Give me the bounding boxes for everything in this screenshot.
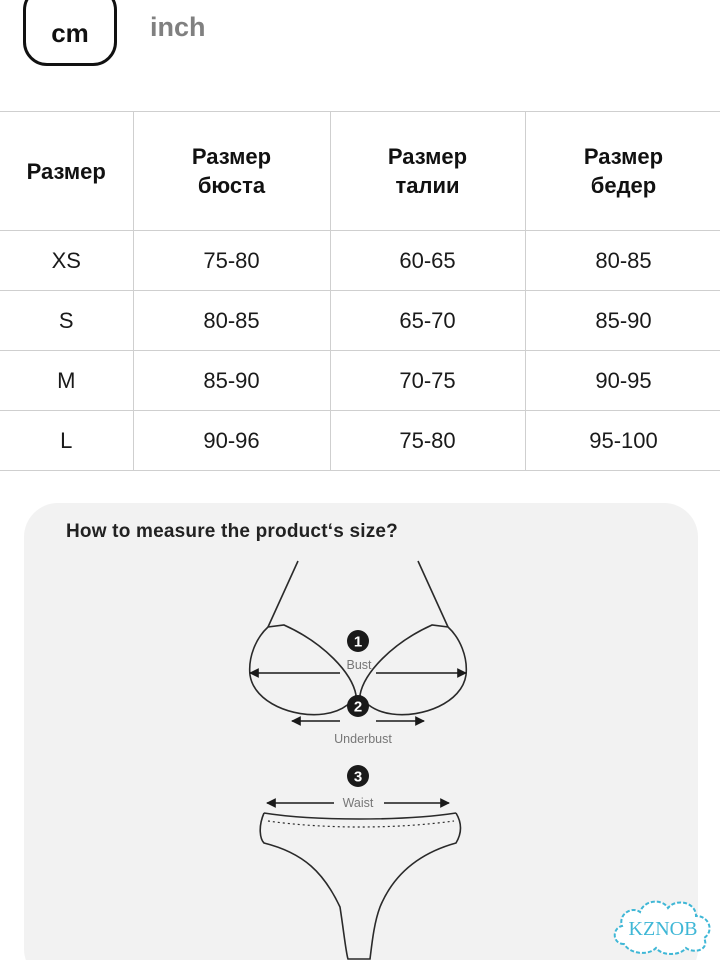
cell-hips: 80-85 xyxy=(525,231,720,291)
table-row xyxy=(0,411,720,471)
step-3-badge xyxy=(347,765,369,787)
cell-bust: 90-96 xyxy=(133,411,330,471)
cell-size: S xyxy=(0,291,133,351)
svg-text:2: 2 xyxy=(353,698,363,716)
kznob-watermark-logo xyxy=(610,890,716,956)
cell-hips: 85-90 xyxy=(525,291,720,351)
underbust-label: Underbust xyxy=(334,732,392,746)
header-size: Размер xyxy=(0,112,133,231)
table-row xyxy=(0,351,720,411)
cell-waist: 70-75 xyxy=(330,351,525,411)
cell-size: XS xyxy=(0,231,133,291)
measure-guide-title: How to measure the product‘s size? xyxy=(66,521,398,542)
table-header-row xyxy=(0,112,720,231)
svg-text:1: 1 xyxy=(353,633,363,651)
header-hips: Размер бедер xyxy=(525,112,720,231)
cell-bust: 75-80 xyxy=(133,231,330,291)
cell-size: M xyxy=(0,351,133,411)
header-bust: Размер бюста xyxy=(133,112,330,231)
unit-cm-button[interactable]: cm xyxy=(23,0,117,66)
cell-bust: 80-85 xyxy=(133,291,330,351)
table-row xyxy=(0,291,720,351)
step-2-badge xyxy=(347,695,369,717)
cell-waist: 60-65 xyxy=(330,231,525,291)
measure-guide-card xyxy=(24,503,698,960)
header-waist: Размер талии xyxy=(330,112,525,231)
unit-inch-button[interactable]: inch xyxy=(150,12,206,42)
cell-waist: 75-80 xyxy=(330,411,525,471)
unit-switch xyxy=(0,0,720,70)
size-table xyxy=(0,111,720,471)
cell-bust: 85-90 xyxy=(133,351,330,411)
cell-size: L xyxy=(0,411,133,471)
bust-label: Bust xyxy=(346,658,372,672)
cell-waist: 65-70 xyxy=(330,291,525,351)
cell-hips: 90-95 xyxy=(525,351,720,411)
cell-hips: 95-100 xyxy=(525,411,720,471)
step-1-badge xyxy=(347,630,369,652)
bikini-bottom-illustration xyxy=(260,813,460,959)
watermark-text: KZNOB xyxy=(628,918,698,940)
measure-diagram xyxy=(24,503,698,960)
waist-label: Waist xyxy=(342,796,374,810)
svg-text:3: 3 xyxy=(353,768,363,786)
table-row xyxy=(0,231,720,291)
